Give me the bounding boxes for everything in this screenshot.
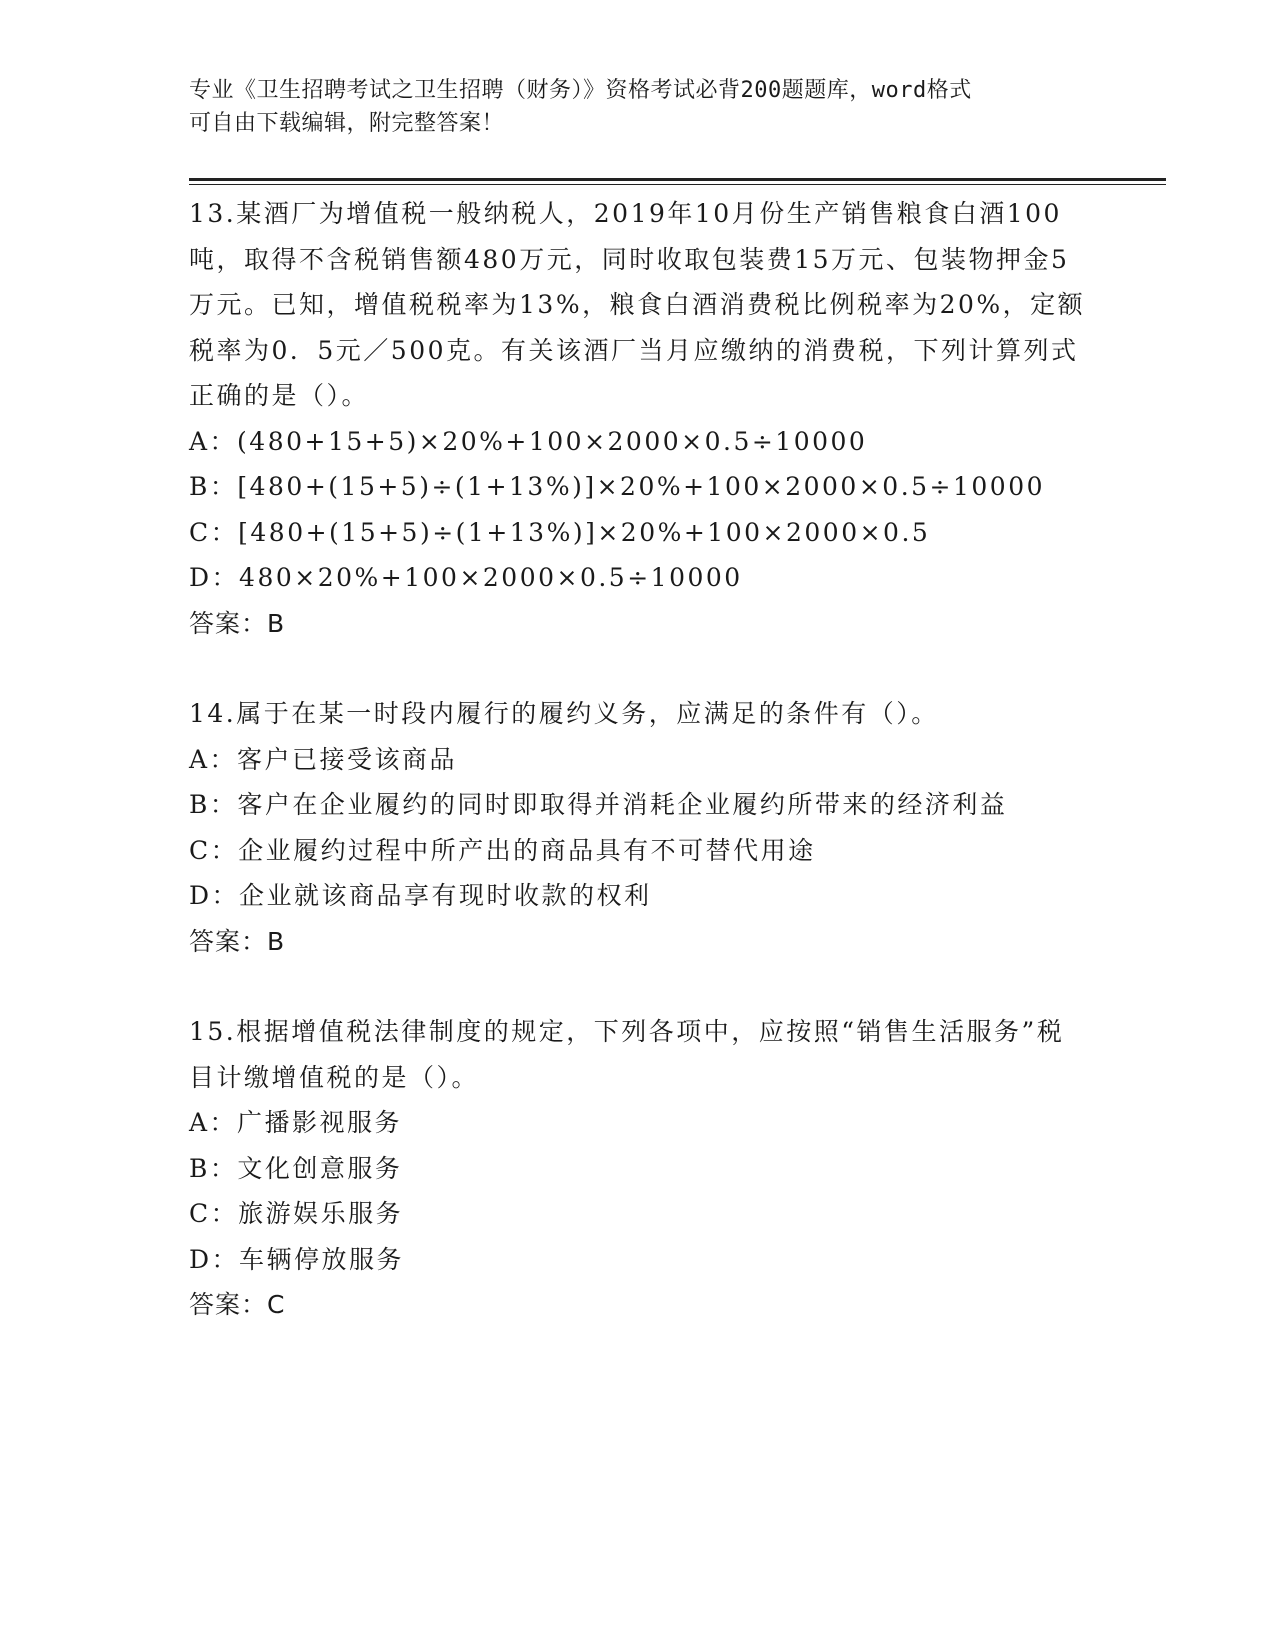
document-header <box>189 74 1089 140</box>
option-d: D：企业就该商品享有现时收款的权利 <box>189 881 652 910</box>
answer: 答案：B <box>189 926 286 956</box>
question-stem: 15.根据增值税法律制度的规定，下列各项中，应按照“销售生活服务”税目计缴增值税的是（）。 <box>189 1017 1065 1092</box>
question-14 <box>189 691 1089 964</box>
header-divider-thick <box>189 178 1166 181</box>
option-d: D：480×20%+100×2000×0.5÷10000 <box>189 563 743 592</box>
question-list <box>189 191 1089 1373</box>
option-d: D：车辆停放服务 <box>189 1244 405 1274</box>
option-b: B：文化创意服务 <box>189 1153 403 1183</box>
header-line-1: 专业《卫生招聘考试之卫生招聘（财务）》资格考试必背200题题库，word格式 <box>189 78 972 103</box>
question-stem: 14.属于在某一时段内履行的履约义务，应满足的条件有（）。 <box>189 699 939 728</box>
answer: 答案：B <box>189 608 286 638</box>
question-13 <box>189 191 1089 646</box>
option-c: C：旅游娱乐服务 <box>189 1199 404 1228</box>
option-a: A：客户已接受该商品 <box>189 744 458 774</box>
answer: 答案：C <box>189 1290 286 1319</box>
option-b: B：[480+(15+5)÷(1+13%)]×20%+100×2000×0.5÷10000 <box>189 472 1046 501</box>
header-line-2: 可自由下载编辑，附完整答案！ <box>189 111 505 136</box>
question-stem: 13.某酒厂为增值税一般纳税人，2019年10月份生产销售粮食白酒100吨，取得不含税销售额480万元，同时收取包装费15万元、包装物押金5万元。已知，增值税税率为13%，粮食白酒消费税比例税率为20%，定额税率为0．5元／500克。有关该酒厂当月应缴纳的消费税，下列计算列式正确的是（）。 <box>189 199 1086 410</box>
option-c: C：[480+(15+5)÷(1+13%)]×20%+100×2000×0.5 <box>189 517 931 547</box>
question-15 <box>189 1009 1089 1328</box>
header-divider-thin <box>189 184 1166 185</box>
option-a: A：(480+15+5)×20%+100×2000×0.5÷10000 <box>189 426 868 456</box>
option-c: C：企业履约过程中所产出的商品具有不可替代用途 <box>189 835 816 865</box>
option-a: A：广播影视服务 <box>189 1108 403 1137</box>
option-b: B：客户在企业履约的同时即取得并消耗企业履约所带来的经济利益 <box>189 790 1008 819</box>
